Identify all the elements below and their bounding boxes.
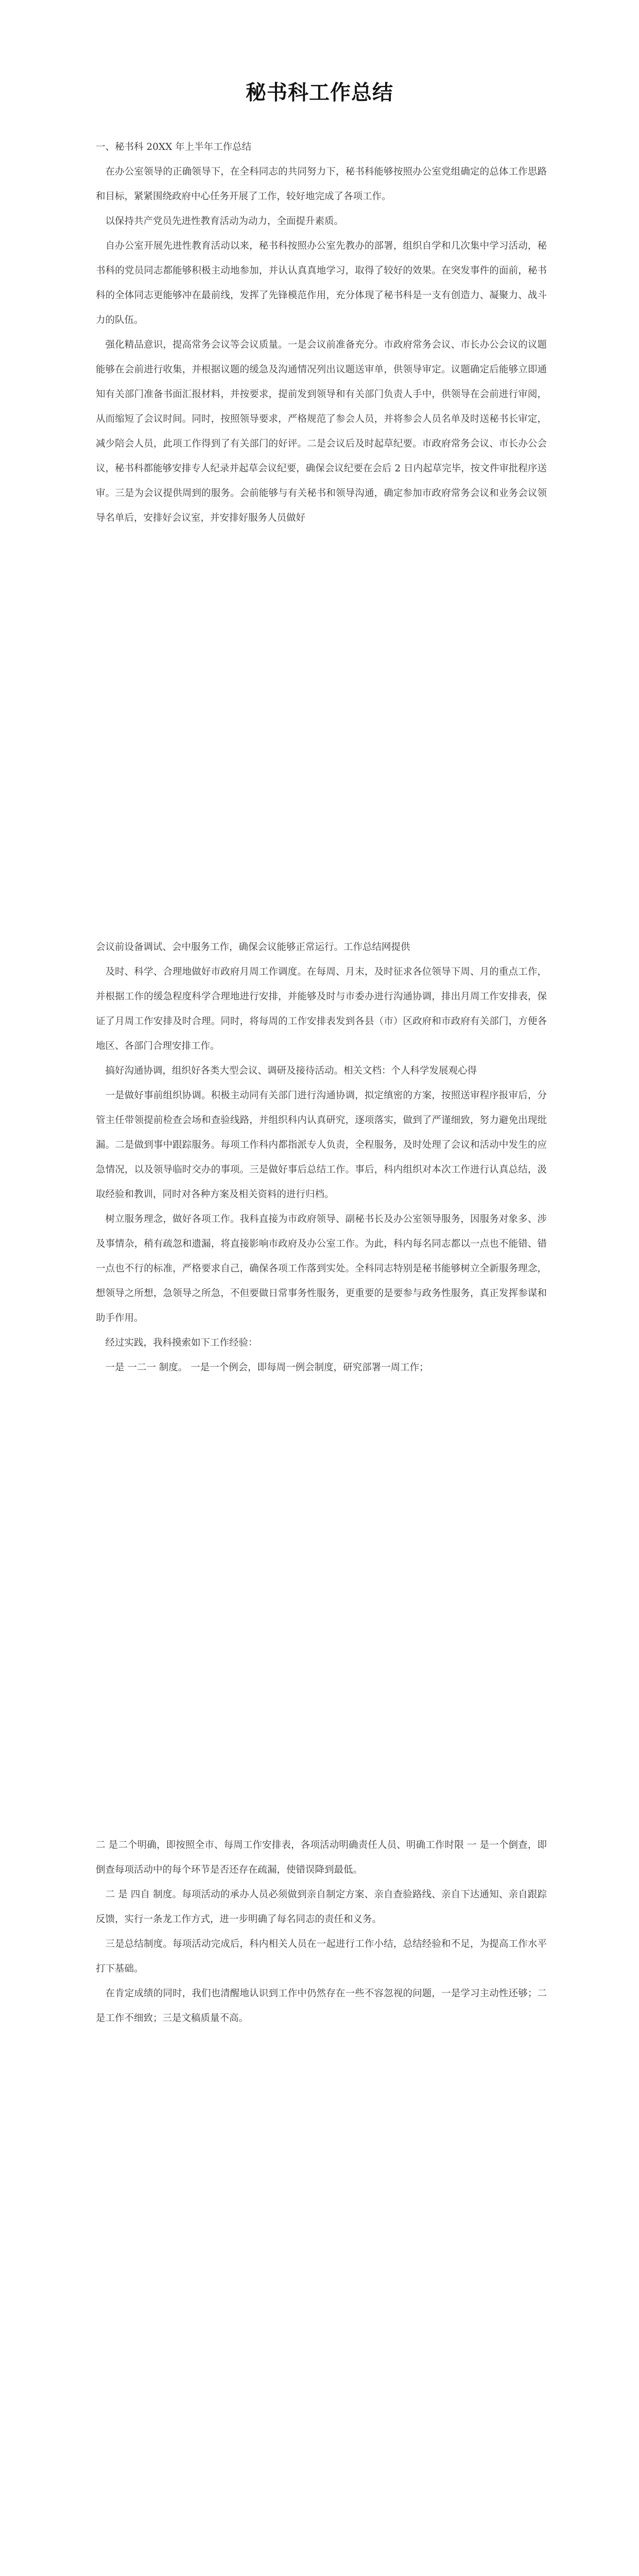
section-one [96,135,547,531]
paragraph: 二 是二个明确，即按照全市、每周工作安排表，各项活动明确责任人员、明确工作时限 一 是一个倒查，即倒查每项活动中的每个环节是否还存在疏漏，使错误降到最低。 [96,1840,547,1875]
paragraph: 以保持共产党员先进性教育活动为动力，全面提升素质。 [105,216,344,227]
paragraph: 在办公室领导的正确领导下，在全科同志的共同努力下，秘书科能够按照办公室党组确定的总体工作思路和目标，紧紧围绕政府中心任务开展了工作，较好地完成了各项工作。 [96,166,547,202]
paragraph: 一是 一二一 制度。 一是一个例会，即每周一例会制度，研究部署一周工作； [105,1362,429,1373]
paragraph: 经过实践，我科摸索如下工作经验： [105,1337,258,1348]
section-three [96,1833,547,2031]
paragraph: 一是做好事前组织协调。积极主动同有关部门进行沟通协调，拟定缜密的方案，按照送审程序报审后，分管主任带领提前检查会场和查验线路，并组织科内认真研究，逐项落实，做到了严谨细致，努力避免出现纰漏。二是做到事中跟踪服务。每项工作科内都指派专人负责，全程服务，及时处理了会议和活动中发生的应急情况，以及领导临时交办的事项。三是做好事后总结工作。事后，科内组织对本次工作进行认真总结，汲取经验和教训，同时对各种方案及相关资料的进行归档。 [96,1090,547,1200]
paragraph: 自办公室开展先进性教育活动以来，秘书科按照办公室先教办的部署，组织自学和几次集中学习活动，秘书科的党员同志都能够积极主动地参加，并认认真真地学习，取得了较好的效果。在突发事件的面前，秘书科的全体同志更能够冲在最前线，发挥了先锋模范作用，充分体现了秘书科是一支有创造力、凝聚力、战斗力的队伍。 [96,241,547,326]
paragraph: 及时、科学、合理地做好市政府月周工作调度。在每周、月末，及时征求各位领导下周、月的重点工作，并根据工作的缓急程度科学合理地进行安排，并能够及时与市委办进行沟通协调，排出月周工作安排表，保证了月周工作安排及时合理。同时，将每周的工作安排表发到各县（市）区政府和市政府有关部门，方便各地区、各部门合理安排工作。 [96,967,547,1052]
paragraph: 搞好沟通协调，组织好各类大型会议、调研及接待活动。相关文档：个人科学发展观心得 [105,1065,477,1076]
paragraph: 二 是 四自 制度。每项活动的承办人员必须做到亲自制定方案、亲自查验路线、亲自下达通知、亲自跟踪反馈，实行一条龙工作方式，进一步明确了每名同志的责任和义务。 [96,1889,547,1925]
document-title: 秘书科工作总结 [246,80,393,105]
section-heading: 一、秘书科 20XX 年上半年工作总结 [96,142,252,152]
paragraph: 树立服务理念，做好各项工作。我科直接为市政府领导、副秘书长及办公室领导服务，因服务对象多、涉及事情杂，稍有疏忽和遗漏，将直接影响市政府及办公室工作。为此，科内每名同志都以一点也不能错、错一点也不行的标准，严格要求自己，确保各项工作落到实处。全科同志特别是秘书能够树立全新服务理念，想领导之所想，急领导之所急，不但要做日常事务性服务，更重要的是要参与政务性服务，真正发挥参谋和助手作用。 [96,1214,547,1324]
paragraph: 强化精品意识，提高常务会议等会议质量。一是会议前准备充分。市政府常务会议、市长办公会议的议题能够在会前进行收集，并根据议题的缓急及沟通情况列出议题送审单，供领导审定。议题确定后能够立即通知有关部门准备书面汇报材料，并按要求，提前发到领导和有关部门负责人手中，供领导在会前进行审阅，从而缩短了会议时间。同时，按照领导要求，严格规范了参会人员，并将参会人员名单及时送秘书长审定，减少陪会人员，此项工作得到了有关部门的好评。二是会议后及时起草纪要。市政府常务会议、市长办公会议，秘书科都能够安排专人纪录并起草会议纪要，确保会议纪要在会后 2 日内起草完毕，按文件审批程序送审。三是为会议提供周到的服务。会前能够与有关秘书和领导沟通，确定参加市政府常务会议和业务会议领导名单后，安排好会议室，并安排好服务人员做好 [96,340,547,523]
paragraph: 会议前设备调试、会中服务工作，确保会议能够正常运行。工作总结网提供 [96,942,410,953]
paragraph: 在肯定成绩的同时，我们也清醒地认识到工作中仍然存在一些不容忽视的问题，一是学习主动性还够；二是工作不细致；三是文稿质量不高。 [96,1988,547,2024]
paragraph: 三是总结制度。每项活动完成后，科内相关人员在一起进行工作小结，总结经验和不足，为提高工作水平打下基础。 [96,1939,547,1974]
section-two [96,935,547,1380]
